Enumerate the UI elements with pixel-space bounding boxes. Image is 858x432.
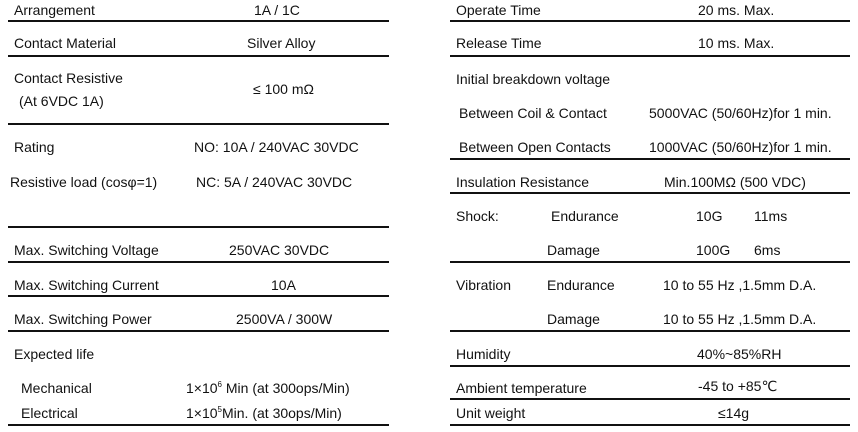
contact-resistive-sublabel: (At 6VDC 1A) <box>19 93 104 109</box>
row-divider <box>8 330 389 332</box>
unit-weight-label: Unit weight <box>456 405 526 421</box>
operate-time-label: Operate Time <box>456 2 541 18</box>
contact-material-value: Silver Alloy <box>247 35 316 51</box>
max-voltage-label: Max. Switching Voltage <box>14 242 159 258</box>
shock-damage-label: Damage <box>547 242 600 258</box>
open-contacts-value: 1000VAC (50/60Hz)for 1 min. <box>649 139 832 155</box>
contact-material-label: Contact Material <box>14 35 116 51</box>
max-power-label: Max. Switching Power <box>14 311 152 327</box>
shock-label: Shock: <box>456 208 499 224</box>
breakdown-label: Initial breakdown voltage <box>456 71 611 87</box>
resistive-load-label: Resistive load (cosφ=1) <box>10 174 158 190</box>
row-divider <box>450 192 850 194</box>
coil-contact-value: 5000VAC (50/60Hz)for 1 min. <box>649 105 832 121</box>
resistive-load-value: NC: 5A / 240VAC 30VDC <box>196 174 353 190</box>
contact-resistive-label: Contact Resistive <box>14 70 123 86</box>
electrical-value <box>186 405 342 421</box>
vibration-endurance-value: 10 to 55 Hz ,1.5mm D.A. <box>663 277 817 293</box>
vibration-damage-value: 10 to 55 Hz ,1.5mm D.A. <box>663 311 817 327</box>
row-divider <box>8 261 389 263</box>
humidity-label: Humidity <box>456 346 511 362</box>
ambient-label: Ambient temperature <box>456 380 587 396</box>
max-current-value: 10A <box>271 277 296 293</box>
mechanical-label: Mechanical <box>21 380 92 396</box>
vibration-label: Vibration <box>456 277 512 293</box>
row-divider <box>8 226 389 228</box>
max-power-value: 2500VA / 300W <box>236 311 333 327</box>
row-divider <box>450 365 850 367</box>
row-divider <box>8 55 389 57</box>
max-voltage-value: 250VAC 30VDC <box>229 242 330 258</box>
row-divider <box>8 20 389 22</box>
insulation-value: Min.100MΩ (500 VDC) <box>664 174 806 190</box>
row-divider <box>450 158 850 160</box>
mechanical-value <box>186 380 350 396</box>
electrical-base: 1×10 <box>186 405 218 421</box>
row-divider <box>450 55 850 57</box>
shock-endurance-time: 11ms <box>754 208 788 224</box>
expected-life-label: Expected life <box>14 346 95 362</box>
insulation-label: Insulation Resistance <box>456 174 590 190</box>
row-divider <box>450 261 850 263</box>
mechanical-exponent: 6 <box>217 380 222 389</box>
electrical-detail: Min. (at 30ops/Min) <box>222 405 342 421</box>
shock-endurance-value: 10G <box>696 208 723 224</box>
coil-contact-label: Between Coil & Contact <box>459 105 607 121</box>
row-divider <box>450 330 850 332</box>
arrangement-label: Arrangement <box>14 2 95 18</box>
electrical-exponent: 5 <box>217 405 222 414</box>
open-contacts-label: Between Open Contacts <box>459 139 611 155</box>
row-divider <box>8 123 389 125</box>
electrical-label: Electrical <box>21 405 78 421</box>
release-time-label: Release Time <box>456 35 542 51</box>
contact-resistive-value: ≤ 100 mΩ <box>253 81 314 97</box>
humidity-value: 40%~85%RH <box>697 346 782 362</box>
vibration-endurance-label: Endurance <box>547 277 615 293</box>
shock-endurance-label: Endurance <box>551 208 619 224</box>
release-time-value: 10 ms. Max. <box>698 35 775 51</box>
row-divider <box>450 424 850 426</box>
rating-value: NO: 10A / 240VAC 30VDC <box>194 139 359 155</box>
mechanical-detail: Min (at 300ops/Min) <box>222 380 350 396</box>
arrangement-value: 1A / 1C <box>254 2 300 18</box>
row-divider <box>450 20 850 22</box>
mechanical-base: 1×10 <box>186 380 218 396</box>
shock-damage-time: 6ms <box>754 242 781 258</box>
unit-weight-value: ≤14g <box>718 405 750 421</box>
vibration-damage-label: Damage <box>547 311 600 327</box>
ambient-value: -45 to +85℃ <box>698 378 778 394</box>
shock-damage-value: 100G <box>696 242 731 258</box>
max-current-label: Max. Switching Current <box>14 277 159 293</box>
row-divider <box>450 398 850 400</box>
row-divider <box>8 424 389 426</box>
operate-time-value: 20 ms. Max. <box>698 2 775 18</box>
rating-label: Rating <box>14 139 55 155</box>
row-divider <box>8 295 389 297</box>
